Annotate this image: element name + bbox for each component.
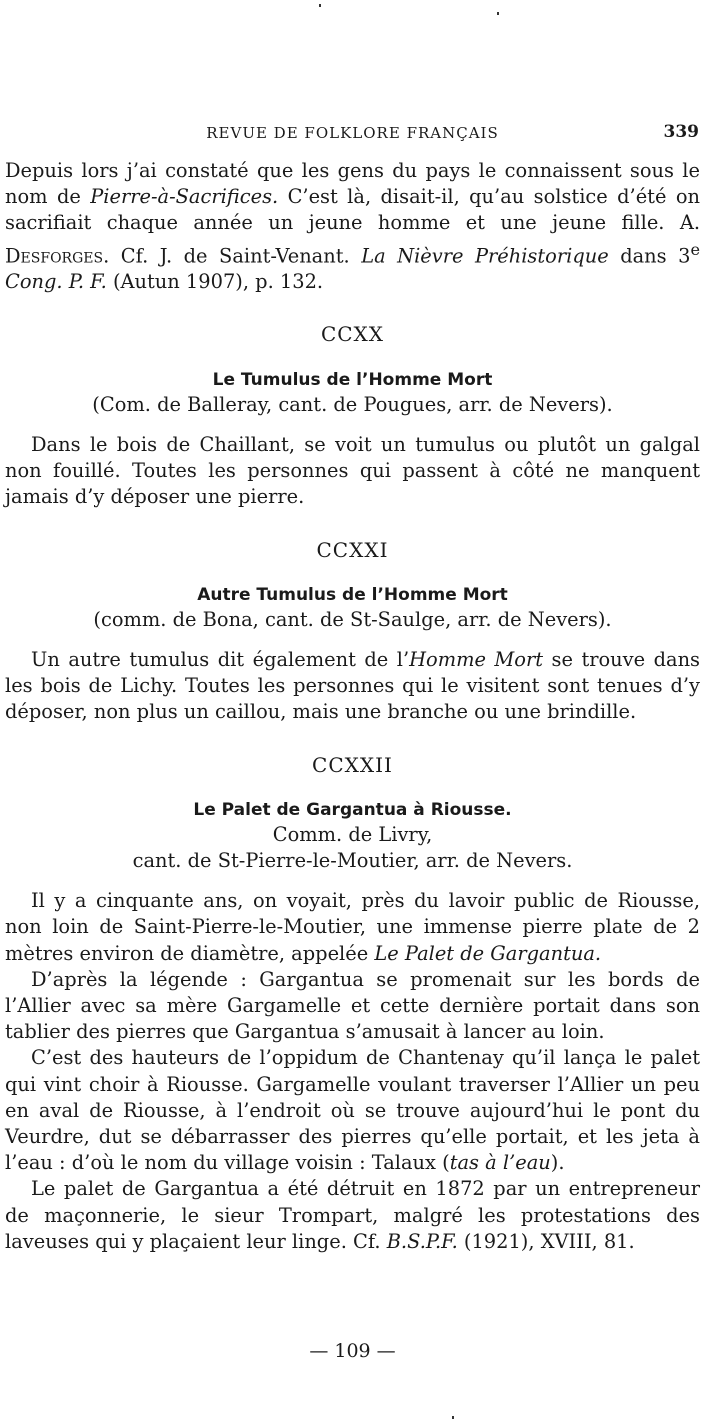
section-paragraph: [5, 647, 700, 726]
text-run: C’est des hauteurs de l’oppidum de Chantenay qu’il lança le palet qui vint choir à Riousse. Gargamelle voulant traverser l’Allier un peu en aval de Riousse, à l’endroit où se trouve aujourd’hui le pont du Veurdre, dut se débarrasser des pierres qu’elle portait, et les jeta à l’eau : d’où le nom du village voisin : Talaux (: [5, 1046, 700, 1175]
section-title: Le Palet de Gargantua à Riousse.: [193, 799, 512, 820]
text-run: se trouve dans les bois de Lichy. Toutes les personnes qui le visitent sont tenues d’y déposer, non plus un caillou, mais une branche ou une brindille.: [5, 647, 701, 724]
text-run: Depuis lors j’ai constaté que les gens du pays le connaissent sous le nom de: [5, 159, 700, 209]
text-run: Il y a cinquante ans, on voyait, près du lavoir public de Riousse, non loin de Saint-Pierre-le-Moutier, une immense pierre plate de 2 mètres environ de diamètre, appelée: [5, 889, 700, 965]
author-name: Desforges: [5, 244, 104, 268]
section-number: CCXX: [320, 322, 385, 347]
section-number: CCXXI: [316, 537, 389, 562]
italic-run: Homme Mort: [409, 647, 544, 671]
italic-run: Pierre-à-Sacrifices.: [90, 185, 279, 209]
intro-paragraph: [5, 158, 700, 295]
italic-run: B.S.P.F.: [386, 1229, 458, 1253]
body-text: [5, 158, 700, 1255]
section-title: Le Tumulus de l’Homme Mort: [212, 369, 493, 390]
section-number: CCXXII: [312, 752, 393, 777]
section-paragraph: [5, 1045, 700, 1176]
journal-title: REVUE DE FOLKLORE FRANÇAIS: [206, 124, 499, 142]
section-title: Autre Tumulus de l’Homme Mort: [197, 584, 508, 605]
print-speck: [319, 4, 321, 7]
superscript: e: [690, 239, 700, 259]
section-subtitle: (Com. de Balleray, cant. de Pougues, arr. de Nevers).: [92, 392, 613, 416]
italic-run: tas à l’eau: [449, 1151, 551, 1175]
section-paragraph: Dans le bois de Chaillant, se voit un tumulus ou plutôt un galgal non fouillé. Toutes les personnes qui passent à côté ne manquent jamais d’y déposer une pierre.: [5, 432, 700, 509]
print-speck: [452, 1416, 454, 1419]
section-subtitle: cant. de St-Pierre-le-Moutier, arr. de Nevers.: [132, 848, 573, 872]
print-speck: [497, 12, 499, 15]
text-run: ).: [550, 1151, 565, 1175]
text-run: (Autun 1907), p. 132.: [106, 270, 324, 294]
text-run: Le palet de Gargantua a été détruit en 1872 par un entrepreneur de maçonnerie, le sieur Trompart, malgré les protestations des laveuses qui y plaçaient leur linge. Cf.: [5, 1177, 700, 1253]
text-run: Un autre tumulus dit également de l’: [31, 647, 410, 671]
italic-run: La Nièvre Préhistorique: [361, 244, 609, 268]
italic-run: Le Palet de Gargantua.: [374, 941, 602, 965]
section-paragraph: D’après la légende : Gargantua se promenait sur les bords de l’Allier avec sa mère Gargamelle et cette dernière portait dans son tablier des pierres que Gargantua s’amusait à lancer au loin.: [5, 967, 700, 1044]
text-run: . Cf. J. de Saint-Venant.: [103, 244, 362, 268]
text-run: dans 3: [608, 244, 691, 268]
text-run: (1921), XVIII, 81.: [457, 1229, 635, 1253]
section-subtitle: Comm. de Livry,: [272, 822, 433, 846]
page-number-footer: — 109 —: [309, 1340, 396, 1362]
section-paragraph: [5, 888, 700, 967]
running-head: [0, 124, 705, 146]
page-number-top: 339: [663, 122, 699, 142]
section-paragraph: [5, 1176, 700, 1255]
italic-run: Cong. P. F.: [5, 270, 107, 294]
section-subtitle: (comm. de Bona, cant. de St-Saulge, arr. de Nevers).: [93, 607, 612, 631]
text-run: C’est là, disait-il, qu’au solstice d’été on sacrifiait chaque année un jeune homme et une jeune fille. A.: [5, 185, 700, 235]
